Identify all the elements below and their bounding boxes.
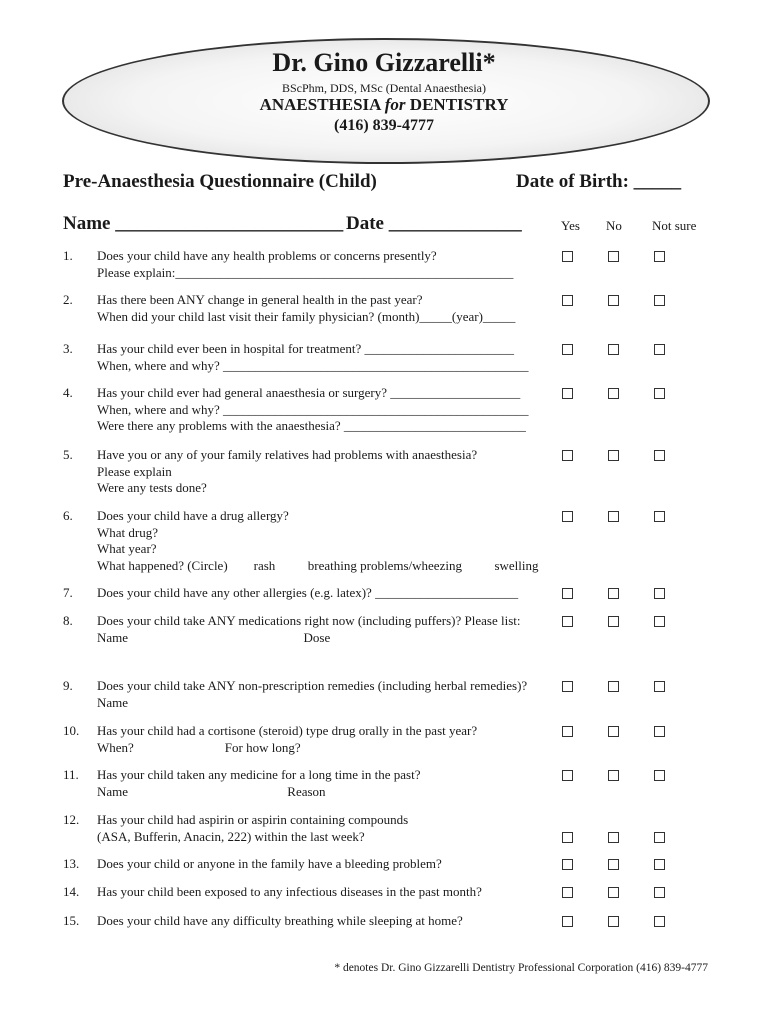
question-number: 14. xyxy=(63,884,80,899)
checkbox-yes-q4[interactable] xyxy=(562,388,573,399)
doctor-credentials: BScPhm, DDS, MSc (Dental Anaesthesia) xyxy=(282,81,486,95)
form-title: Pre-Anaesthesia Questionnaire (Child) xyxy=(63,171,377,192)
question-number: 2. xyxy=(63,292,73,307)
checkbox-no-q13[interactable] xyxy=(608,859,619,870)
checkbox-yes-q10[interactable] xyxy=(562,726,573,737)
checkbox-not-sure-q6[interactable] xyxy=(654,511,665,522)
question-number: 11. xyxy=(63,767,79,782)
question-prompt: Does your child have any difficulty breathing while sleeping at home? xyxy=(97,913,463,928)
question-subline[interactable]: Name Reason xyxy=(97,783,326,799)
checkbox-not-sure-q3[interactable] xyxy=(654,344,665,355)
question-text xyxy=(97,248,513,281)
checkbox-no-q7[interactable] xyxy=(608,588,619,599)
checkbox-no-q14[interactable] xyxy=(608,887,619,898)
question-text xyxy=(97,508,539,574)
checkbox-no-q15[interactable] xyxy=(608,916,619,927)
question-number: 15. xyxy=(63,913,80,928)
question-subline[interactable]: Name xyxy=(97,694,129,710)
question-subline[interactable]: When, where and why? _______________________________________________ xyxy=(97,357,529,373)
question-subline[interactable]: Were there any problems with the anaesthesia? ____________________________ xyxy=(97,418,526,433)
checkbox-no-q3[interactable] xyxy=(608,344,619,355)
question-subline[interactable]: What drug? xyxy=(97,524,159,540)
checkbox-not-sure-q10[interactable] xyxy=(654,726,665,737)
checkbox-not-sure-q13[interactable] xyxy=(654,859,665,870)
checkbox-no-q6[interactable] xyxy=(608,511,619,522)
checkbox-yes-q5[interactable] xyxy=(562,450,573,461)
question-text xyxy=(97,884,482,901)
checkbox-no-q10[interactable] xyxy=(608,726,619,737)
checkbox-not-sure-q11[interactable] xyxy=(654,770,665,781)
specialty-for: for xyxy=(384,95,406,114)
checkbox-yes-q7[interactable] xyxy=(562,588,573,599)
question-text xyxy=(97,856,442,873)
checkbox-no-q9[interactable] xyxy=(608,681,619,692)
question-number: 4. xyxy=(63,385,73,400)
checkbox-no-q5[interactable] xyxy=(608,450,619,461)
checkbox-not-sure-q9[interactable] xyxy=(654,681,665,692)
checkbox-not-sure-q12[interactable] xyxy=(654,832,665,843)
question-prompt: Does your child or anyone in the family have a bleeding problem? xyxy=(97,856,442,871)
specialty-part1: ANAESTHESIA xyxy=(259,95,385,114)
header-phone: (416) 839-4777 xyxy=(334,117,434,134)
checkbox-no-q8[interactable] xyxy=(608,616,619,627)
question-subline[interactable]: When, where and why? _______________________________________________ xyxy=(97,401,529,417)
name-field[interactable]: Name ________________________ xyxy=(63,213,344,234)
question-text xyxy=(97,341,528,374)
checkbox-no-q2[interactable] xyxy=(608,295,619,306)
checkbox-yes-q11[interactable] xyxy=(562,770,573,781)
question-number: 1. xyxy=(63,248,73,263)
question-prompt: Does your child have any other allergies (e.g. latex)? ______________________ xyxy=(97,585,519,600)
question-text xyxy=(97,585,518,602)
checkbox-yes-q2[interactable] xyxy=(562,295,573,306)
question-prompt: Has your child had a cortisone (steroid) type drug orally in the past year? xyxy=(97,723,478,738)
date-of-birth-field[interactable]: Date of Birth: _____ xyxy=(516,171,682,192)
checkbox-not-sure-q2[interactable] xyxy=(654,295,665,306)
checkbox-no-q11[interactable] xyxy=(608,770,619,781)
checkbox-no-q4[interactable] xyxy=(608,388,619,399)
question-text xyxy=(97,292,515,325)
checkbox-yes-q8[interactable] xyxy=(562,616,573,627)
specialty-part2: DENTISTRY xyxy=(405,95,509,114)
checkbox-yes-q15[interactable] xyxy=(562,916,573,927)
question-subline[interactable]: (ASA, Bufferin, Anacin, 222) within the last week? xyxy=(97,828,365,844)
checkbox-no-q1[interactable] xyxy=(608,251,619,262)
question-number: 13. xyxy=(63,856,80,871)
checkbox-no-q12[interactable] xyxy=(608,832,619,843)
checkbox-yes-q6[interactable] xyxy=(562,511,573,522)
checkbox-yes-q9[interactable] xyxy=(562,681,573,692)
column-no: No xyxy=(606,218,622,233)
question-number: 9. xyxy=(63,678,73,693)
question-prompt: Have you or any of your family relatives had problems with anaesthesia? xyxy=(97,447,478,462)
question-number: 7. xyxy=(63,585,73,600)
question-prompt: Does your child take ANY non-prescription remedies (including herbal remedies)? xyxy=(97,678,528,693)
question-prompt: Has your child ever had general anaesthesia or surgery? ____________________ xyxy=(97,385,521,400)
question-number: 5. xyxy=(63,447,73,462)
question-prompt: Has there been ANY change in general health in the past year? xyxy=(97,292,423,307)
checkbox-yes-q13[interactable] xyxy=(562,859,573,870)
doctor-name: Dr. Gino Gizzarelli* xyxy=(272,48,496,77)
column-not-sure: Not sure xyxy=(652,218,697,233)
question-subline[interactable]: What year? xyxy=(97,541,157,556)
checkbox-yes-q1[interactable] xyxy=(562,251,573,262)
checkbox-yes-q3[interactable] xyxy=(562,344,573,355)
question-text xyxy=(97,447,477,497)
checkbox-not-sure-q4[interactable] xyxy=(654,388,665,399)
question-text xyxy=(97,812,408,845)
checkbox-not-sure-q8[interactable] xyxy=(654,616,665,627)
question-prompt: Has your child ever been in hospital for treatment? _______________________ xyxy=(97,341,514,356)
checkbox-not-sure-q14[interactable] xyxy=(654,887,665,898)
question-text xyxy=(97,678,527,711)
question-text xyxy=(97,723,477,756)
question-text xyxy=(97,613,521,646)
question-prompt: Does your child have a drug allergy? xyxy=(97,508,289,523)
question-prompt: Has your child taken any medicine for a long time in the past? xyxy=(97,767,421,782)
date-field[interactable]: Date ______________ xyxy=(346,213,522,234)
question-subline[interactable]: When? For how long? xyxy=(97,739,301,755)
question-subline[interactable]: Please explain xyxy=(97,463,172,479)
checkbox-not-sure-q7[interactable] xyxy=(654,588,665,599)
question-subline[interactable]: What happened? (Circle) rash breathing problems/wheezing swelling xyxy=(97,557,539,573)
question-text xyxy=(97,913,463,930)
question-number: 3. xyxy=(63,341,73,356)
question-prompt: Does your child have any health problems or concerns presently? xyxy=(97,248,437,263)
checkbox-yes-q12[interactable] xyxy=(562,832,573,843)
specialty xyxy=(62,95,706,115)
column-yes: Yes xyxy=(561,218,580,233)
question-number: 10. xyxy=(63,723,80,738)
footer-note: * denotes Dr. Gino Gizzarelli Dentistry Professional Corporation (416) 839-4777 xyxy=(334,962,708,974)
checkbox-yes-q14[interactable] xyxy=(562,887,573,898)
checkbox-not-sure-q15[interactable] xyxy=(654,916,665,927)
question-subline[interactable]: Were any tests done? xyxy=(97,480,207,495)
question-subline[interactable]: Please explain:____________________________________________________ xyxy=(97,264,514,280)
question-prompt: Does your child take ANY medications right now (including puffers)? Please list: xyxy=(97,613,521,628)
question-prompt: Has your child had aspirin or aspirin containing compounds xyxy=(97,812,409,827)
question-number: 6. xyxy=(63,508,73,523)
question-number: 8. xyxy=(63,613,73,628)
checkbox-not-sure-q5[interactable] xyxy=(654,450,665,461)
question-text xyxy=(97,767,420,800)
question-subline[interactable]: When did your child last visit their family physician? (month)_____(year)_____ xyxy=(97,308,516,324)
question-prompt: Has your child been exposed to any infectious diseases in the past month? xyxy=(97,884,482,899)
question-text xyxy=(97,385,528,435)
checkbox-not-sure-q1[interactable] xyxy=(654,251,665,262)
question-number: 12. xyxy=(63,812,80,827)
question-subline[interactable]: Name Dose xyxy=(97,629,331,645)
